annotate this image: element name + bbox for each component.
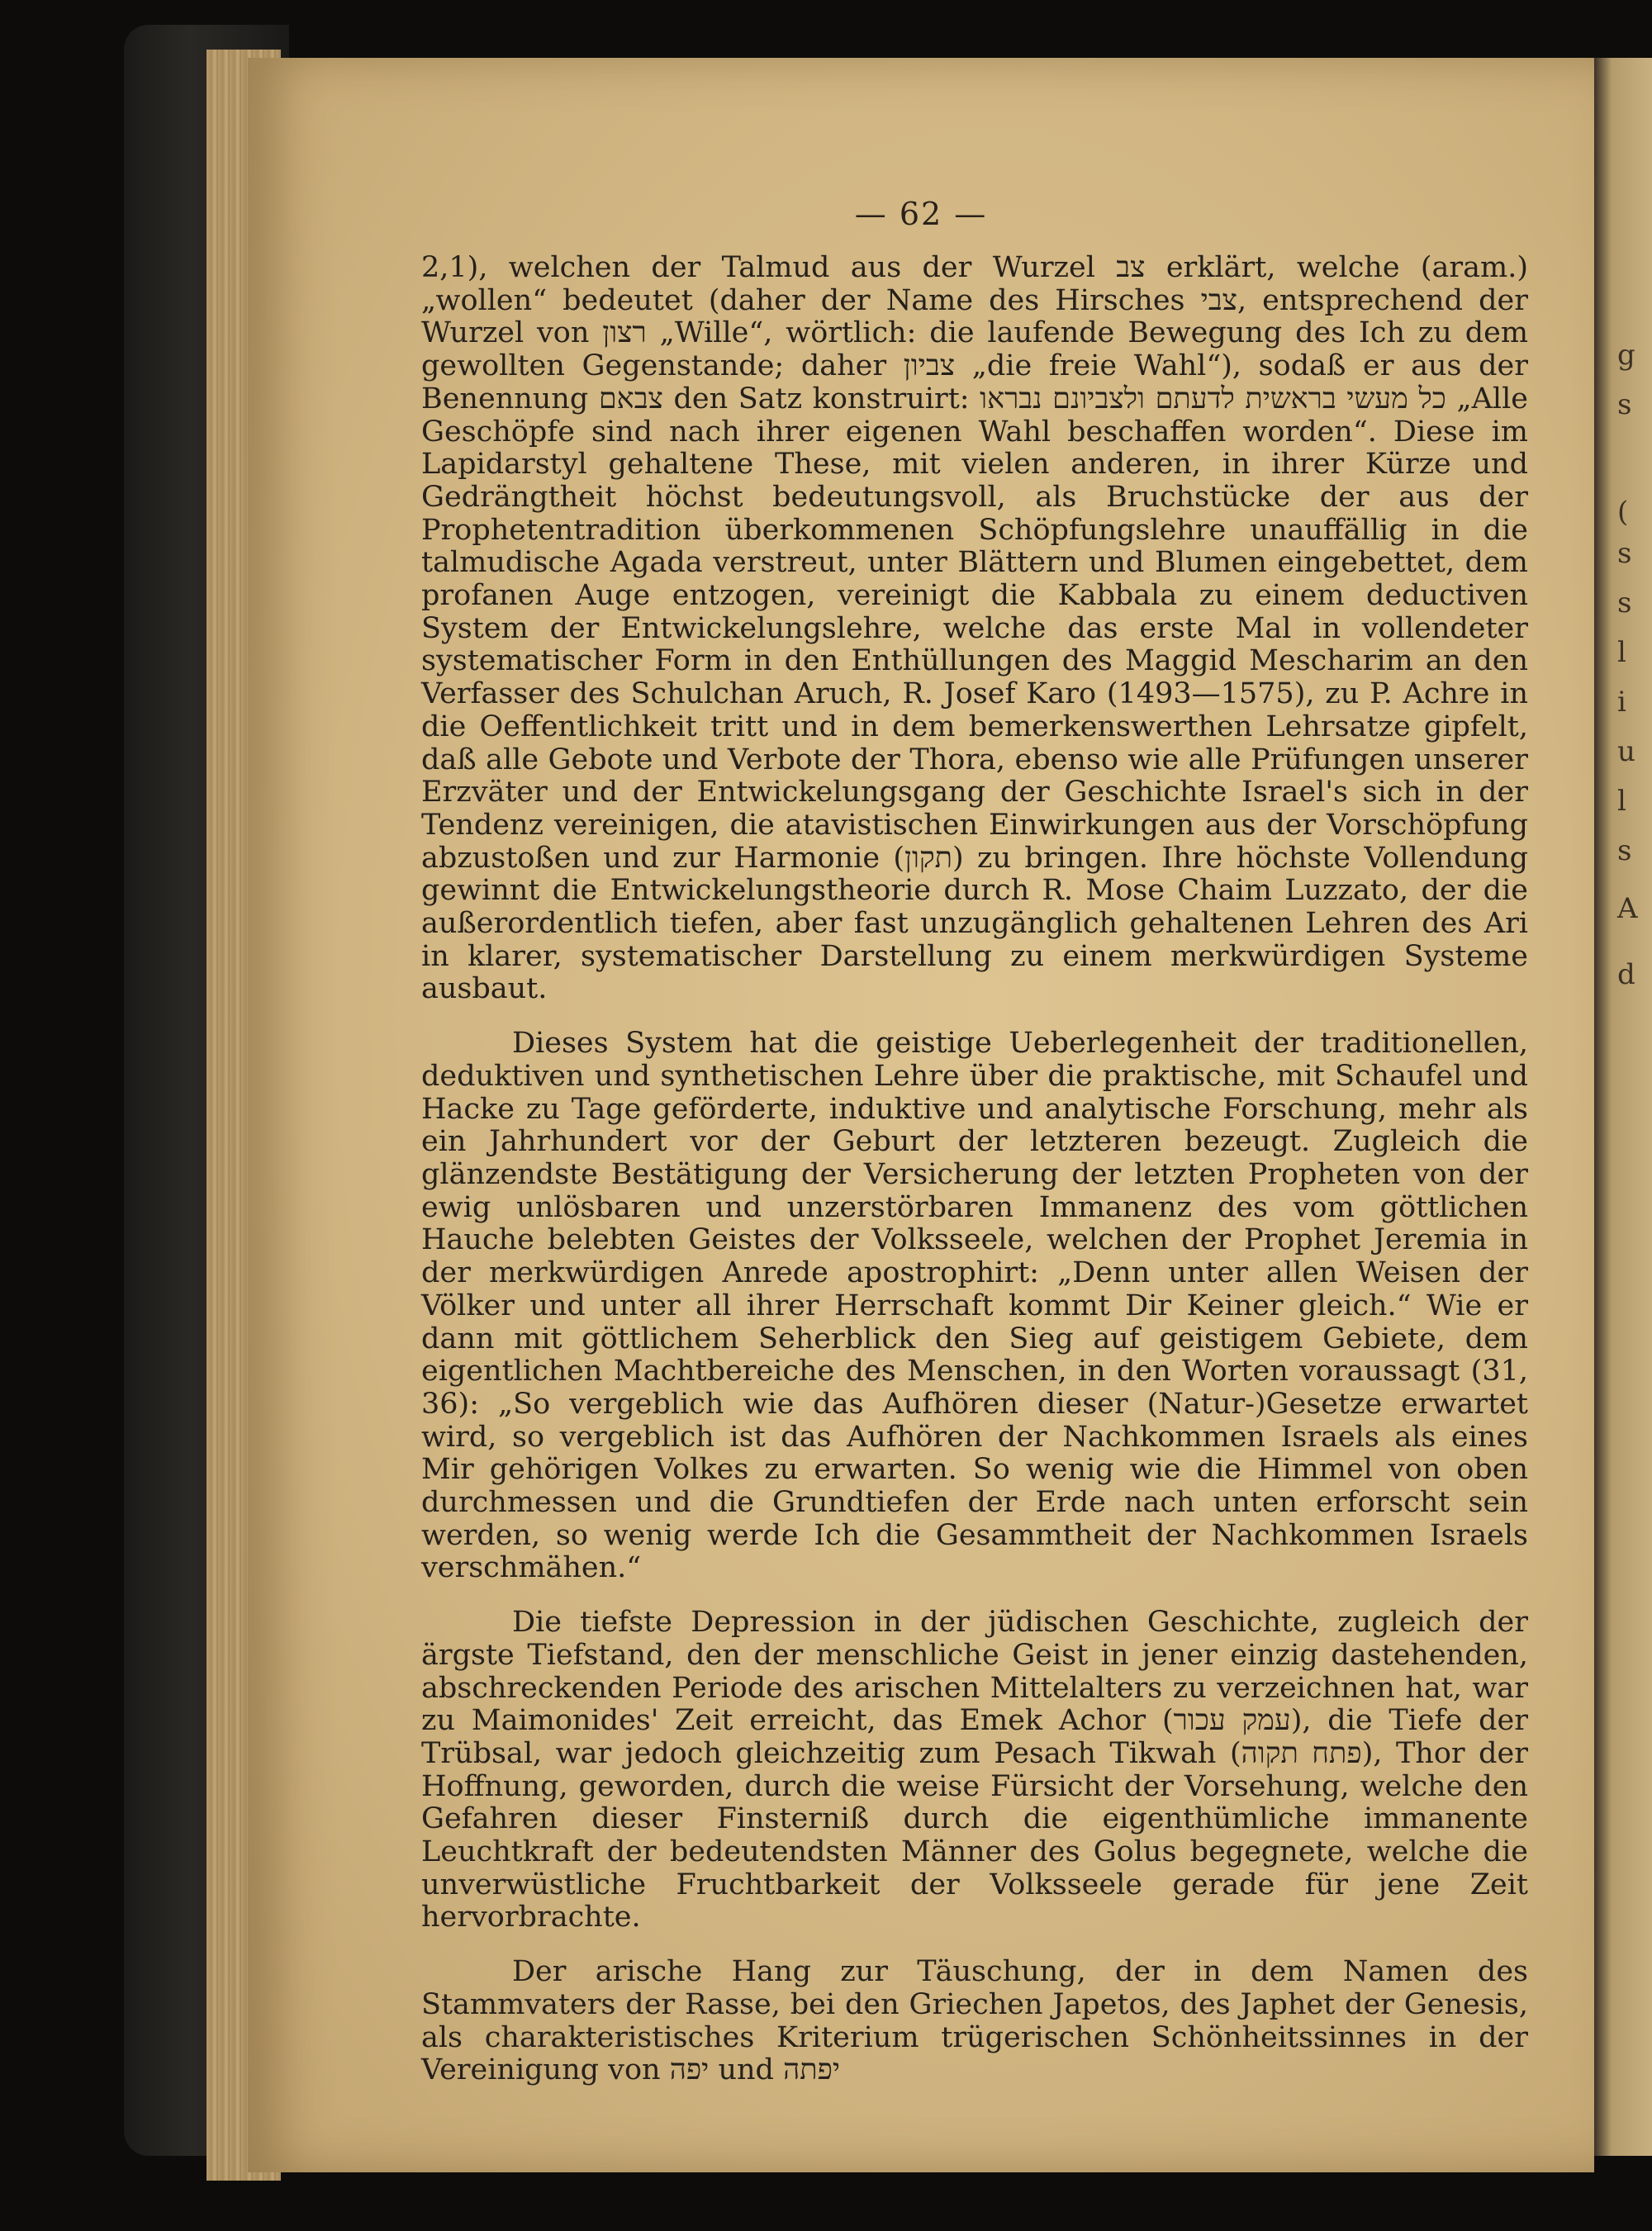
margin-letter: d [1617, 958, 1635, 991]
margin-letter: A [1617, 892, 1638, 925]
paragraph: Dieses System hat die geistige Ueberlegenheit der traditionellen, deduktiven und synthetischen Lehre über die praktische, mit Schaufel und Hacke zu Tage geförderte, induktive und analytische Forschung, mehr als ein Jahrhundert vor der Geburt der letzteren bezeugt. Zugleich die glänzendste Bestätigung der Versicherung der letzten Propheten von der ewig unlösbaren und unzerstörbaren Immanenz des vom göttlichen Hauche belebten Geistes der Volksseele, welchen der Prophet Jeremia in der merkwürdigen Anrede apostrophirt: „Denn unter allen Weisen der Völker und unter all ihrer Herrschaft kommt Dir Keiner gleich.“ Wie er dann mit göttlichem Seherblick den Sieg auf geistigem Gebiete, dem eigentlichen Machtbereiche des Menschen, in den Worten voraussagt (31, 36): „So vergeblich wie das Aufhören dieser (Natur-)Gesetze erwartet wird, so vergeblich ist das Aufhören der Nachkommen Israels als eines Mir gehörigen Volkes zu erwarten. So wenig wie die Himmel von oben durchmessen und die Grundtiefen der Erde nach unten erforscht sein werden, so wenig werde Ich die Gesammtheit der Nachkommen Israels verschmähen.“ [421, 1027, 1528, 1585]
margin-letter: g [1617, 339, 1635, 372]
page-number: — 62 — [854, 196, 988, 232]
margin-letter: s [1617, 388, 1632, 421]
book-page [248, 58, 1594, 2172]
paragraph: Die tiefste Depression in der jüdischen Geschichte, zugleich der ärgste Tiefstand, den der menschliche Geist in jener einzig dastehenden, abschreckenden Periode des arischen Mittelalters zu verzeichnen hat, war zu Maimonides' Zeit erreicht, das Emek Achor (עמק עכור), die Tiefe der Trübsal, war jedoch gleichzeitig zum Pesach Tikwah (פתח תקוה), Thor der Hoffnung, geworden, durch die weise Fürsicht der Vorsehung, welche den Gefahren dieser Finsterniß durch die eigenthümliche immanente Leuchtkraft der bedeutendsten Männer des Golus begegnete, welche die unverwüstliche Fruchtbarkeit der Volksseele gerade für jene Zeit hervorbrachte. [421, 1606, 1528, 1934]
paragraph: Der arische Hang zur Täuschung, der in dem Namen des Stammvaters der Rasse, bei den Griechen Japetos, des Japhet der Genesis, als charakteristisches Kriterium trügerischen Schönheitssinnes in der Vereinigung von יפה und יפתה [421, 1955, 1528, 2087]
adjacent-page-edge [1594, 58, 1652, 2156]
margin-letter: l [1617, 785, 1626, 818]
margin-letter: s [1617, 537, 1632, 570]
margin-letter: s [1617, 834, 1632, 867]
page-body [421, 252, 1528, 2087]
margin-letter: u [1617, 735, 1635, 768]
margin-letter: s [1617, 586, 1632, 619]
margin-letter: l [1617, 636, 1626, 669]
margin-letter: i [1617, 686, 1626, 719]
margin-letter: ( [1617, 496, 1629, 529]
paragraph: 2,1), welchen der Talmud aus der Wurzel צב erklärt, welche (aram.) „wollen“ bedeutet (daher der Name des Hirsches צבי, entsprechend der Wurzel von רצון „Wille“, wörtlich: die laufende Bewegung des Ich zu dem gewollten Gegenstande; daher צביון „die freie Wahl“), sodaß er aus der Benennung צבאם den Satz konstruirt: כל מעשי בראשית לדעתם ולצביונם נבראו „Alle Geschöpfe sind nach ihrer eigenen Wahl beschaffen worden“. Diese im Lapidarstyl gehaltene These, mit vielen anderen, in ihrer Kürze und Gedrängtheit höchst bedeutungsvoll, als Bruchstücke der aus der Prophetentradition überkommenen Schöpfungslehre unauffällig in die talmudische Agada verstreut, unter Blättern und Blumen eingebettet, dem profanen Auge entzogen, vereinigt die Kabbala zu einem deductiven System der Entwickelungslehre, welche das erste Mal in vollendeter systematischer Form in den Enthüllungen des Maggid Mescharim an den Verfasser des Schulchan Aruch, R. Josef Karo (1493—1575), zu P. Achre in die Oeffentlichkeit tritt und in dem bemerkenswerthen Lehrsatze gipfelt, daß alle Gebote und Verbote der Thora, ebenso wie alle Prüfungen unserer Erzväter und der Entwickelungsgang der Geschichte Israel's sich in der Tendenz vereinigen, die atavistischen Einwirkungen aus der Vorschöpfung abzustoßen und zur Harmonie (תקון) zu bringen. Ihre höchste Vollendung gewinnt die Entwickelungstheorie durch R. Mose Chaim Luzzato, der die außerordentlich tiefen, aber fast unzugänglich gehaltenen Lehren des Ari in klarer, systematischer Darstellung zu einem merkwürdigen Systeme ausbaut. [421, 251, 1529, 1006]
